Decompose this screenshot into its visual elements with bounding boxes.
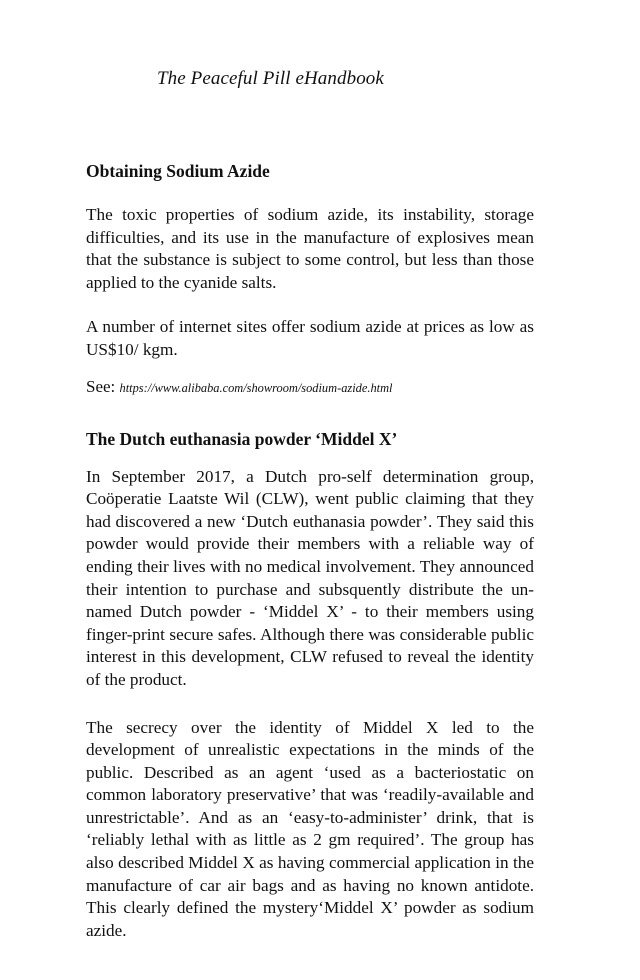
paragraph: In September 2017, a Dutch pro-self determination group, Coöperatie Laatste Wil (CLW), went public claiming that they had discovered a new ‘Dutch euthanasia powder’. They said this powder would provide their members with a reliable way of ending their lives with no medical involvement. They announced their intention to purchase and subsquently distribute the un-named Dutch powder - ‘Middel X’ - to their members using finger-print secure safes. Although there was considerable public interest in this development, CLW refused to reveal the identity of the product.	[86, 466, 534, 689]
see-label: See:	[86, 376, 116, 396]
paragraph: The secrecy over the identity of Middel X led to the development of unrealistic expectations in the minds of the public. Described as an agent ‘used as a bacteriostatic on common laboratory preservative’ that was ‘readily-available and unrestrictable’. And as an ‘easy-to-administer’ drink, that is ‘reliably lethal with as little as 2 gm required’. The group has also described Middel X as having commercial application in the manufacture of car air bags and as having no known antidote. This clearly defined the mystery‘Middel X’ powder as sodium azide.	[86, 717, 534, 940]
see-reference	[86, 376, 534, 399]
section-heading-obtaining-sodium-azide: Obtaining Sodium Azide	[86, 161, 270, 181]
reference-url: https://www.alibaba.com/showroom/sodium-azide.html	[119, 380, 393, 395]
running-header: The Peaceful Pill eHandbook	[157, 68, 384, 89]
section-heading-middel-x: The Dutch euthanasia powder ‘Middel X’	[86, 428, 398, 449]
paragraph: The toxic properties of sodium azide, its instability, storage difficulties, and its use in the manufacture of explosives mean that the substance is subject to some control, but less than those applied to the cyanide salts.	[86, 205, 534, 292]
page-body	[86, 160, 534, 942]
paragraph: A number of internet sites offer sodium azide at prices as low as US$10/ kgm.	[86, 317, 534, 359]
